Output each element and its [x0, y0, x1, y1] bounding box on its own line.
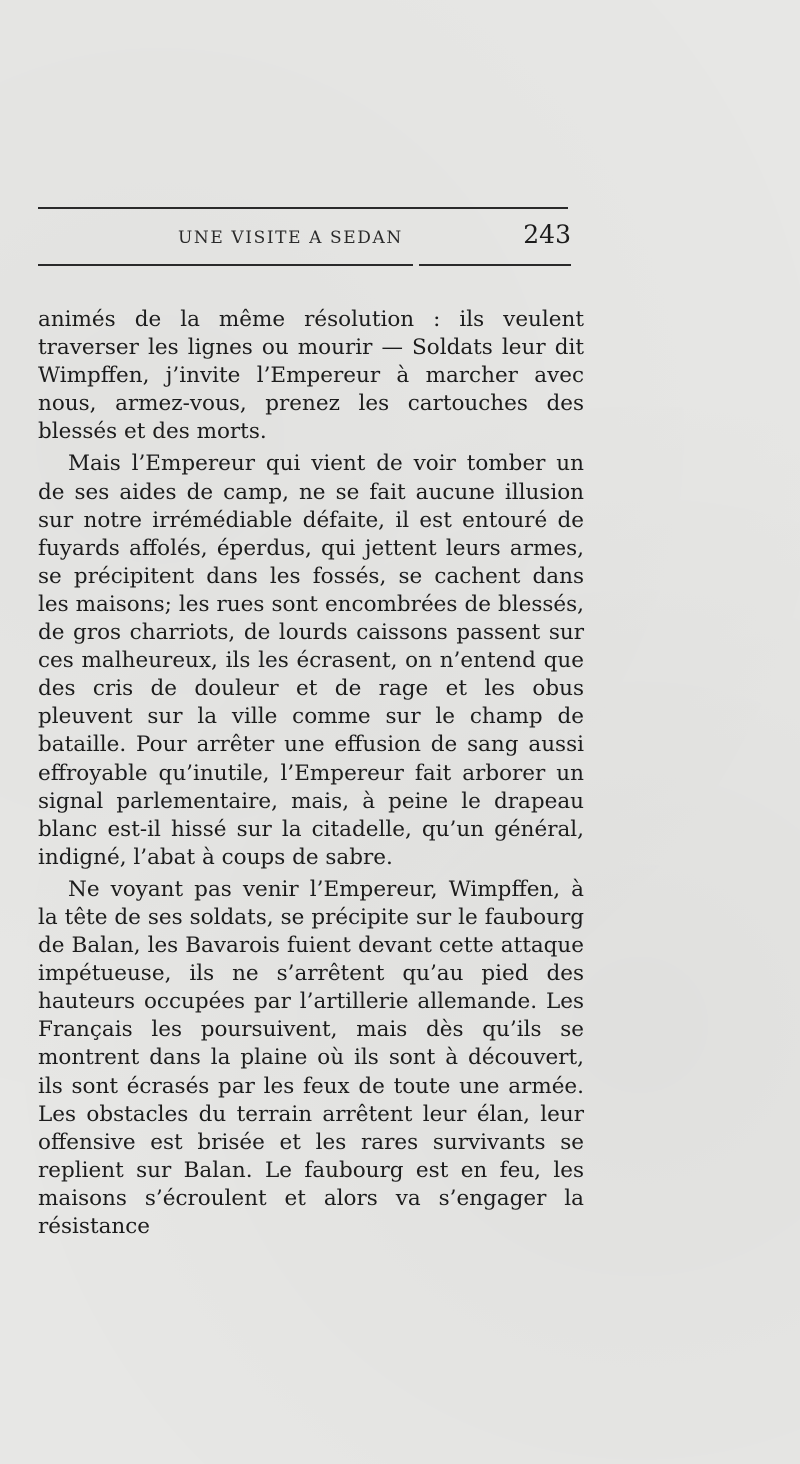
header-bottom-rule [38, 264, 571, 266]
paragraph-continued: animés de la même résolution : ils veulent traverser les lignes ou mourir — Soldats leur dit Wimpffen, j’invite l’Empereur à marcher avec nous, armez-vous, prenez les cartouches des blessés et des morts. [38, 307, 584, 445]
header-top-rule [38, 207, 568, 209]
paragraph-emperor: Mais l’Empereur qui vient de voir tomber un de ses aides de camp, ne se fait aucune illusion sur notre irrémédiable défaite, il est entouré de fuyards affolés, éperdus, qui jettent leurs armes, se précipitent dans les fossés, se cachent dans les maisons; les rues sont encombrées de blessés, de gros charriots, de lourds caissons passent sur ces malheureux, ils les écrasent, on n’entend que des cris de douleur et de rage et les obus pleuvent sur la ville comme sur le champ de bataille. Pour arrêter une effusion de sang aussi effroyable qu’inutile, l’Empereur fait arborer un signal parlementaire, mais, à peine le drapeau blanc est-il hissé sur la citadelle, qu’un général, indigné, l’abat à coups de sabre. [38, 451, 584, 870]
paragraph-wimpffen: Ne voyant pas venir l’Empereur, Wimpffen, à la tête de ses soldats, se précipite sur le faubourg de Balan, les Bavarois fuient devant cette attaque impétueuse, ils ne s’arrêtent qu’au pied des hauteurs occupées par l’artillerie allemande. Les Français les poursuivent, mais dès qu’ils se montrent dans la plaine où ils sont à découvert, ils sont écrasés par les feux de toute une armée. Les obstacles du terrain arrêtent leur élan, leur offensive est brisée et les rares survivants se replient sur Balan. Le faubourg est en feu, les maisons s’écroulent et alors va s’engager la résistance [38, 876, 584, 1239]
running-head [38, 220, 571, 256]
running-title: UNE VISITE A SEDAN [178, 228, 403, 248]
body-text [38, 306, 584, 1241]
page-number: 243 [523, 220, 571, 249]
